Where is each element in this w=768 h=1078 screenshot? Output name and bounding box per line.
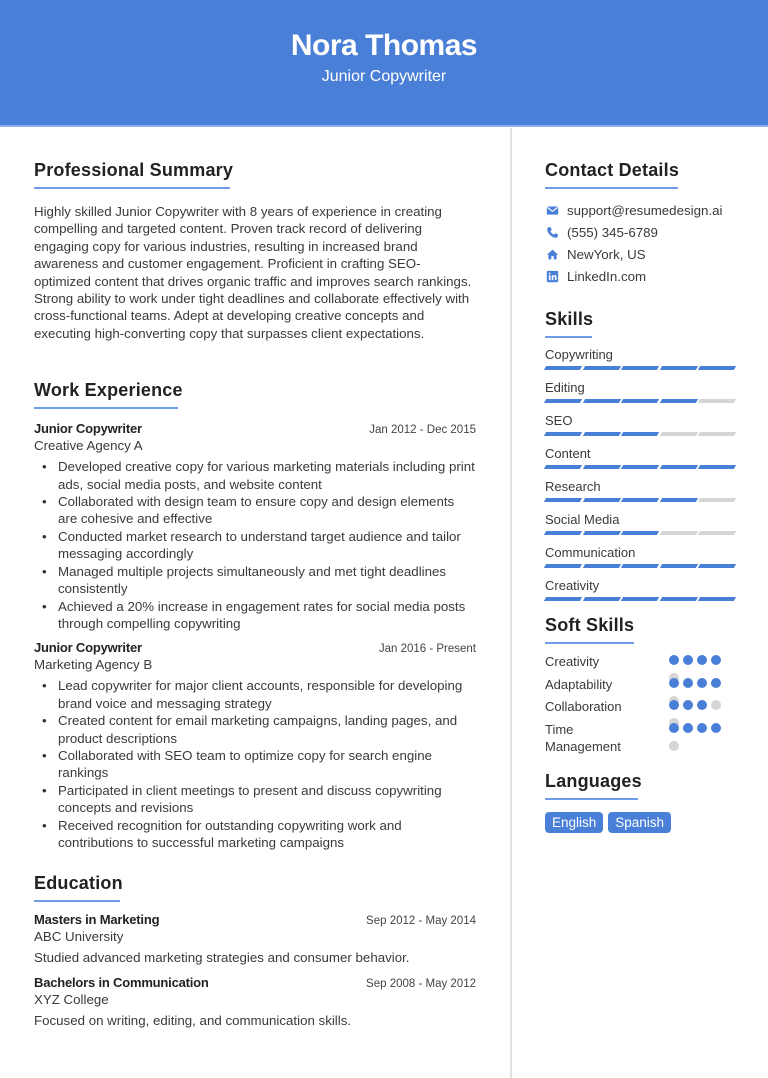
skill-name: Research — [545, 479, 601, 494]
heading-underline — [545, 642, 634, 644]
rating-dot — [669, 723, 679, 733]
skill-name: Editing — [545, 380, 585, 395]
job-bullet: • Conducted market research to understand target audience and tailor messaging accordingly — [34, 528, 476, 563]
work-experience-section — [34, 380, 476, 851]
education-description: Focused on writing, editing, and communication skills. — [34, 1013, 352, 1029]
rating-dot — [683, 678, 693, 688]
skill-segment — [660, 432, 698, 436]
skills-list — [545, 346, 735, 601]
heading-underline — [545, 798, 638, 800]
home-icon — [545, 247, 559, 261]
rating-dot — [683, 700, 693, 710]
skill-segment — [582, 465, 620, 469]
job-bullets — [34, 458, 476, 632]
rating-dot — [711, 700, 721, 710]
skill-segment — [698, 432, 736, 436]
skill-level-bar — [545, 531, 735, 535]
skill-segment — [582, 366, 620, 370]
education-dates: Sep 2012 - May 2014 — [366, 915, 476, 928]
skill-segment — [582, 564, 620, 568]
language-badge: Spanish — [608, 812, 671, 833]
skill-segment — [660, 564, 698, 568]
language-badge: English — [545, 812, 603, 833]
skill-level-bar — [545, 564, 735, 568]
skill-segment — [660, 465, 698, 469]
section-heading: Languages — [545, 771, 642, 791]
skill-segment — [621, 399, 659, 403]
skill-segment — [621, 531, 659, 535]
job-bullets — [34, 677, 476, 851]
skill-level-bar — [545, 498, 735, 502]
education-description: Studied advanced marketing strategies and consumer behavior. — [34, 950, 410, 966]
soft-skill-item — [545, 719, 735, 754]
job-dates: Jan 2016 - Present — [378, 643, 476, 656]
rating-dot — [711, 723, 721, 733]
soft-skills-list — [545, 651, 735, 754]
rating-dot — [669, 700, 679, 710]
education-entry — [34, 912, 476, 965]
skill-segment — [660, 597, 698, 601]
rating-dot — [697, 700, 707, 710]
summary-text: Highly skilled Junior Copywriter with 8 years of experience in creating compelling and targeted content. Proven track record of delivering engaging copy for various industries, resulting in increased brand awareness and customer engagement. Proficient in crafting SEO-optimized content that drives organic traffic and improves search rankings. Strong ability to work under tight deadlines and collaborate effectively with cross-functional teams. Adept at developing creative concepts and executing high-converting copy that surpasses client expectations. — [34, 204, 472, 341]
envelope-icon — [545, 203, 559, 217]
job-bullet: • Created content for email marketing campaigns, landing pages, and product descriptions — [34, 712, 476, 747]
language-badges — [545, 812, 735, 833]
rating-dot — [669, 678, 679, 688]
heading-underline — [545, 187, 678, 189]
contact-linkedin[interactable] — [545, 265, 735, 287]
skill-segment — [544, 597, 582, 601]
section-heading: Skills — [545, 309, 594, 329]
soft-skill-item — [545, 674, 735, 697]
job-dates: Jan 2012 - Dec 2015 — [369, 424, 476, 437]
job-title: Junior Copywriter — [34, 640, 142, 656]
skill-segment — [698, 564, 736, 568]
skill-segment — [582, 432, 620, 436]
job-bullet: • Collaborated with SEO team to optimize copy for search engine rankings — [34, 747, 476, 782]
education-entry — [34, 975, 476, 1028]
rating-dot — [711, 655, 721, 665]
soft-skill-name: Collaboration — [545, 699, 622, 714]
skill-name: Social Media — [545, 512, 620, 527]
skill-segment — [582, 498, 620, 502]
rating-dot — [711, 678, 721, 688]
skill-item — [545, 511, 735, 535]
skill-segment — [698, 597, 736, 601]
skill-segment — [544, 465, 582, 469]
school: ABC University — [34, 929, 124, 945]
skill-segment — [544, 564, 582, 568]
skill-segment — [698, 399, 736, 403]
job-entry — [34, 421, 476, 632]
phone-icon — [545, 225, 559, 239]
contact-phone[interactable] — [545, 221, 735, 243]
rating-dot — [669, 741, 679, 751]
education-dates: Sep 2008 - May 2012 — [366, 978, 476, 991]
rating-dot — [669, 655, 679, 665]
heading-underline — [545, 336, 592, 338]
resume-header — [0, 0, 768, 127]
soft-skill-name: Adaptability — [545, 676, 613, 692]
skill-segment — [698, 465, 736, 469]
skill-segment — [621, 366, 659, 370]
skill-name: Content — [545, 446, 591, 461]
skill-segment — [621, 564, 659, 568]
skill-item — [545, 478, 735, 502]
skill-segment — [544, 531, 582, 535]
soft-skill-item — [545, 696, 735, 719]
skill-segment — [582, 399, 620, 403]
section-heading: Education — [34, 873, 123, 894]
job-bullet: • Participated in client meetings to present and discuss copywriting concepts and revisions — [34, 782, 476, 817]
main-column — [34, 160, 476, 1028]
skill-name: Copywriting — [545, 347, 613, 362]
contact-location — [545, 243, 735, 265]
skill-segment — [698, 366, 736, 370]
skill-name: Creativity — [545, 578, 600, 593]
professional-summary-section — [34, 160, 476, 342]
skill-segment — [544, 366, 582, 370]
skill-item — [545, 544, 735, 568]
skill-segment — [544, 498, 582, 502]
skills-section — [545, 309, 735, 601]
rating-dot — [683, 723, 693, 733]
contact-text: (555) 345-6789 — [567, 224, 658, 240]
section-heading: Soft Skills — [545, 615, 635, 635]
skill-segment — [544, 399, 582, 403]
skill-name: SEO — [545, 413, 573, 428]
linkedin-icon — [545, 269, 559, 283]
skill-level-bar — [545, 465, 735, 469]
rating-dot — [697, 655, 707, 665]
candidate-title: Junior Copywriter — [321, 68, 447, 85]
skill-segment — [698, 498, 736, 502]
skill-segment — [660, 531, 698, 535]
job-bullet: • Achieved a 20% increase in engagement rates for social media posts through compelling copywriting — [34, 598, 476, 633]
soft-skills-section — [545, 615, 735, 754]
rating-dot — [683, 655, 693, 665]
heading-underline — [34, 407, 178, 409]
sidebar-column — [545, 160, 735, 833]
section-heading: Professional Summary — [34, 160, 234, 180]
job-bullet: • Collaborated with design team to ensure copy and design elements are cohesive and effective — [34, 493, 476, 528]
skill-segment — [621, 432, 659, 436]
heading-underline — [34, 900, 120, 902]
soft-skill-name: Creativity — [545, 654, 600, 669]
job-entry — [34, 640, 476, 851]
skill-item — [545, 379, 735, 403]
degree: Masters in Marketing — [34, 912, 160, 928]
education-section — [34, 873, 476, 1028]
skill-segment — [660, 498, 698, 502]
skill-level-bar — [545, 366, 735, 370]
rating-dot — [697, 723, 707, 733]
soft-skill-rating — [669, 723, 725, 759]
contact-text: support@resumedesign.ai — [567, 202, 723, 218]
skill-name: Communication — [545, 545, 636, 560]
soft-skill-name: Time Management — [545, 721, 621, 754]
soft-skill-item — [545, 651, 735, 674]
skill-item — [545, 346, 735, 370]
contact-section — [545, 160, 735, 287]
skill-item — [545, 577, 735, 601]
skill-segment — [582, 531, 620, 535]
school: XYZ College — [34, 992, 109, 1008]
skill-item — [545, 412, 735, 436]
job-bullet: • Managed multiple projects simultaneously and met tight deadlines consistently — [34, 563, 476, 598]
job-bullet: • Lead copywriter for major client accounts, responsible for developing brand voice and messaging strategy — [34, 677, 476, 712]
skill-segment — [621, 465, 659, 469]
job-bullet: • Developed creative copy for various marketing materials including print ads, social media posts, and website content — [34, 458, 476, 493]
skill-level-bar — [545, 432, 735, 436]
skill-segment — [544, 432, 582, 436]
job-bullet: • Received recognition for outstanding copywriting work and contributions to successful marketing campaigns — [34, 817, 476, 852]
job-company: Creative Agency A — [34, 438, 143, 454]
job-title: Junior Copywriter — [34, 421, 142, 437]
skill-segment — [698, 531, 736, 535]
skill-segment — [660, 399, 698, 403]
skill-segment — [660, 366, 698, 370]
job-company: Marketing Agency B — [34, 657, 153, 673]
contact-text: LinkedIn.com — [567, 268, 647, 284]
column-divider — [510, 128, 512, 1078]
section-heading: Work Experience — [34, 380, 183, 401]
languages-section — [545, 771, 735, 833]
section-heading: Contact Details — [545, 160, 680, 180]
skill-segment — [621, 498, 659, 502]
skill-level-bar — [545, 597, 735, 601]
candidate-name: Nora Thomas — [290, 29, 478, 62]
skill-segment — [582, 597, 620, 601]
contact-text: NewYork, US — [567, 246, 646, 262]
heading-underline — [34, 187, 230, 189]
skill-segment — [621, 597, 659, 601]
degree: Bachelors in Communication — [34, 975, 209, 991]
rating-dot — [697, 678, 707, 688]
skill-item — [545, 445, 735, 469]
contact-email[interactable] — [545, 199, 735, 221]
skill-level-bar — [545, 399, 735, 403]
